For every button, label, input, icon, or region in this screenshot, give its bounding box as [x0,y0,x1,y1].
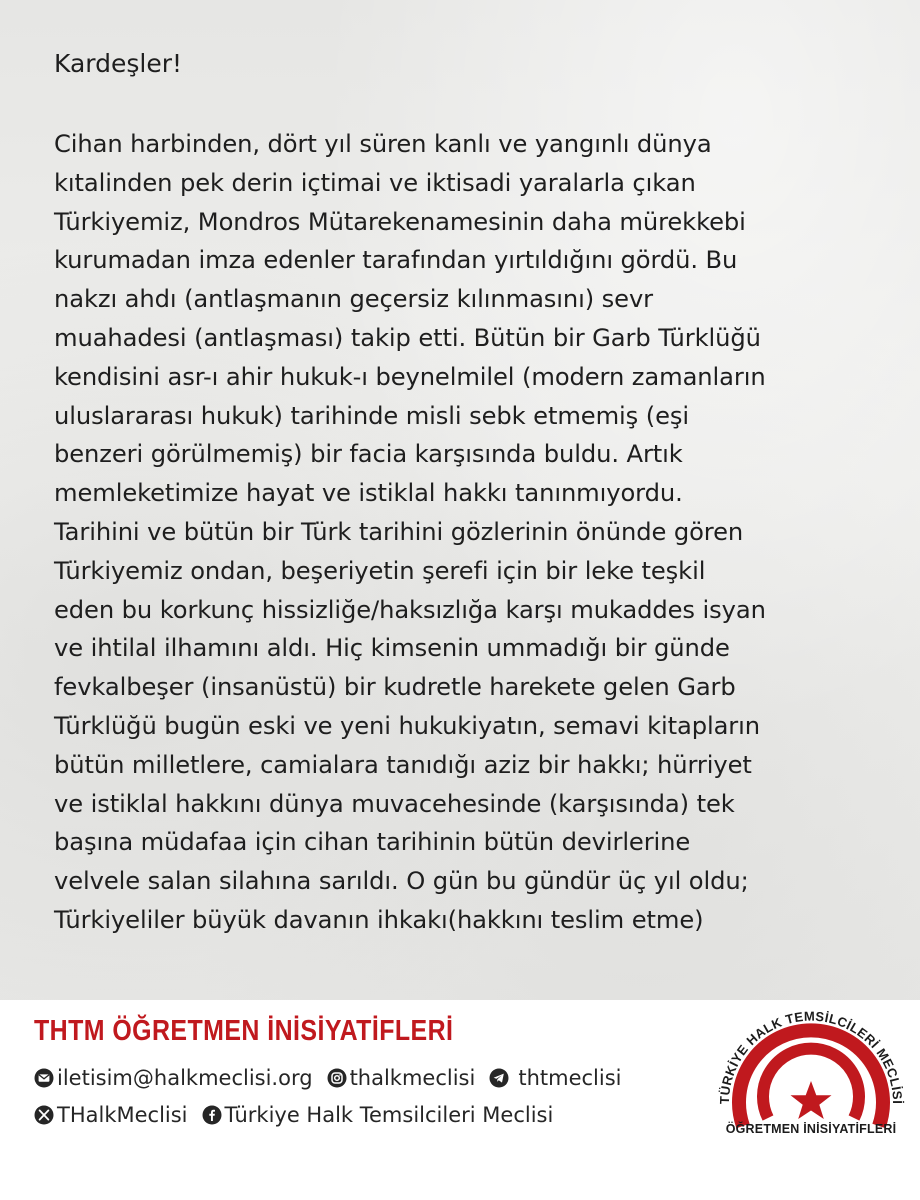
facebook-page: Türkiye Halk Temsilcileri Meclisi [224,1103,554,1127]
letter-line: ve ihtilal ilhamını aldı. Hiç kimsenin ummadığı bir günde [54,634,730,663]
letter-line: Türkiyemiz, Mondros Mütarekenamesinin daha mürekkebi [54,207,746,236]
letter-line: fevkalbeşer (insanüstü) bir kudretle harekete gelen Garb [54,673,736,702]
letter-line: benzeri görülmemiş) bir facia karşısında buldu. Artık [54,440,683,469]
letter-line: Türkiyemiz ondan, beşeriyetin şerefi için bir leke teşkil [54,556,706,585]
telegram-handle: thtmeclisi [518,1066,622,1090]
letter-line: Türkiyeliler büyük davanın ihkakı(hakkını teslim etme) [54,905,704,934]
logo-bottom-text: ÖĞRETMEN İNİSİYATİFLERİ [725,1122,897,1136]
letter-line: başına müdafaa için cihan tarihinin bütün devirlerine [54,828,691,857]
letter-line: muahadesi (antlaşması) takip etti. Bütün bir Garb Türklüğü [54,323,761,352]
letter-line: Cihan harbinden, dört yıl süren kanlı ve yangınlı dünya [54,130,712,158]
letter-line: memleketimize hayat ve istiklal hakkı tanınmıyordu. [54,479,683,508]
x-icon [34,1105,54,1125]
instagram-link[interactable] [327,1066,476,1090]
letter-line: uluslararası hukuk) tarihinde misli sebk etmemiş (eşi [54,401,689,430]
salutation: Kardeşler! [54,49,183,78]
letter-line: eden bu korkunç hissizliğe/haksızlığa karşı mukaddes isyan [54,595,766,624]
letter-line: ve istiklal hakkını dünya muvacehesinde (karşısında) tek [54,789,735,818]
instagram-handle: thalkmeclisi [349,1066,476,1090]
instagram-icon [327,1068,347,1088]
footer-title: THTM ÖĞRETMEN İNİSİYATİFLERİ [34,1015,454,1047]
contact-row-2 [34,1103,567,1127]
x-link[interactable] [34,1103,188,1127]
email-link[interactable] [34,1066,313,1090]
telegram-icon [489,1068,509,1088]
email-icon [34,1068,54,1088]
email-text: iletisim@halkmeclisi.org [57,1066,313,1090]
facebook-icon [202,1105,222,1125]
letter-line: velvele salan silahına sarıldı. O gün bu gündür üç yıl oldu; [54,867,749,896]
logo-arc-text: TÜRKİYE HALK TEMSİLCİLERİ MECLİSİ [716,1008,906,1105]
telegram-link[interactable] [489,1066,621,1090]
letter-line: kurumadan imza edenler tarafından yırtıldığını gördü. Bu [54,246,738,275]
letter-line: bütün milletlere, camialara tanıdığı aziz bir hakkı; hürriyet [54,750,752,779]
letter-line: kendisini asr-ı ahir hukuk-ı beynelmilel (modern zamanların [54,362,766,391]
facebook-link[interactable] [202,1103,554,1127]
x-handle: THalkMeclisi [57,1103,188,1127]
letter-line: kıtalinden pek derin içtimai ve iktisadi yaralarla çıkan [54,168,696,197]
letter-line: Tarihini ve bütün bir Türk tarihini gözlerinin önünde gören [54,517,744,546]
letter-line: Türklüğü bugün eski ve yeni hukukiyatın, semavi kitapların [54,711,760,740]
letter-line: nakzı ahdı (antlaşmanın geçersiz kılınmasını) sevr [54,285,654,314]
logo-star [791,1081,832,1119]
contact-row-1 [34,1066,636,1090]
letter-body [54,125,894,940]
